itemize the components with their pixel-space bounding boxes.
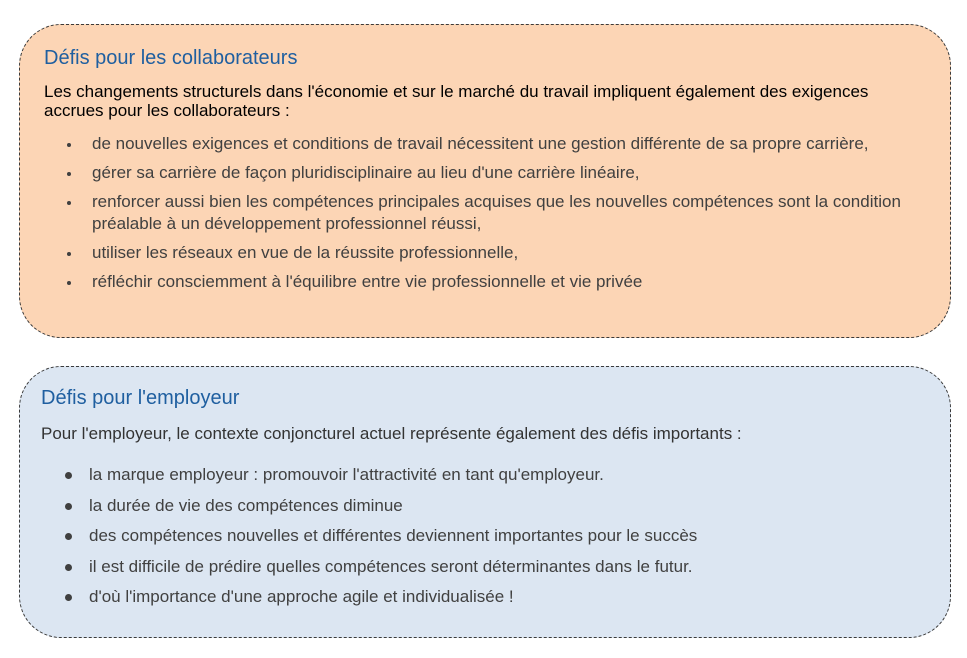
bullet-icon xyxy=(65,533,72,540)
bullet-icon xyxy=(67,172,71,176)
employer-list xyxy=(41,464,921,617)
collaborators-challenges-box xyxy=(19,24,951,338)
list-item-text: il est difficile de prédire quelles compétences seront déterminantes dans le futur. xyxy=(89,556,693,576)
list-item-text: des compétences nouvelles et différentes deviennent importantes pour le succès xyxy=(89,526,698,546)
employer-title: Défis pour l'employeur xyxy=(41,387,240,409)
list-item xyxy=(41,464,921,486)
list-item xyxy=(41,495,921,517)
bullet-icon xyxy=(67,252,71,256)
list-item xyxy=(41,556,921,578)
list-item-text: réfléchir consciemment à l'équilibre entre vie professionnelle et vie privée xyxy=(92,272,643,291)
employer-challenges-box xyxy=(19,366,951,638)
bullet-icon xyxy=(65,503,72,510)
list-item-text: renforcer aussi bien les compétences principales acquises que les nouvelles compétences sont la condition préalable à un développement professionnel réussi, xyxy=(92,192,901,233)
collaborators-list xyxy=(44,133,914,300)
list-item xyxy=(41,525,921,547)
bullet-icon xyxy=(65,472,72,479)
list-item-text: utiliser les réseaux en vue de la réussite professionnelle, xyxy=(92,243,519,262)
list-item-text: d'où l'importance d'une approche agile et individualisée ! xyxy=(89,587,514,607)
list-item-text: de nouvelles exigences et conditions de travail nécessitent une gestion différente de sa propre carrière, xyxy=(92,134,869,153)
collaborators-title: Défis pour les collaborateurs xyxy=(44,47,298,69)
bullet-icon xyxy=(67,143,71,147)
bullet-icon xyxy=(67,281,71,285)
list-item xyxy=(44,162,914,184)
list-item xyxy=(44,191,914,235)
list-item xyxy=(41,586,921,608)
bullet-icon xyxy=(67,201,71,205)
list-item xyxy=(44,133,914,155)
collaborators-intro: Les changements structurels dans l'économie et sur le marché du travail impliquent également des exigences accrues pour les collaborateurs : xyxy=(44,82,869,120)
list-item xyxy=(44,271,914,293)
list-item-text: la durée de vie des compétences diminue xyxy=(89,495,403,515)
list-item-text: la marque employeur : promouvoir l'attractivité en tant qu'employeur. xyxy=(89,465,604,484)
bullet-icon xyxy=(65,564,72,571)
list-item-text: gérer sa carrière de façon pluridisciplinaire au lieu d'une carrière linéaire, xyxy=(92,163,640,182)
list-item xyxy=(44,242,914,264)
employer-intro: Pour l'employeur, le contexte conjoncturel actuel représente également des défis importants : xyxy=(41,424,742,443)
bullet-icon xyxy=(65,594,72,601)
